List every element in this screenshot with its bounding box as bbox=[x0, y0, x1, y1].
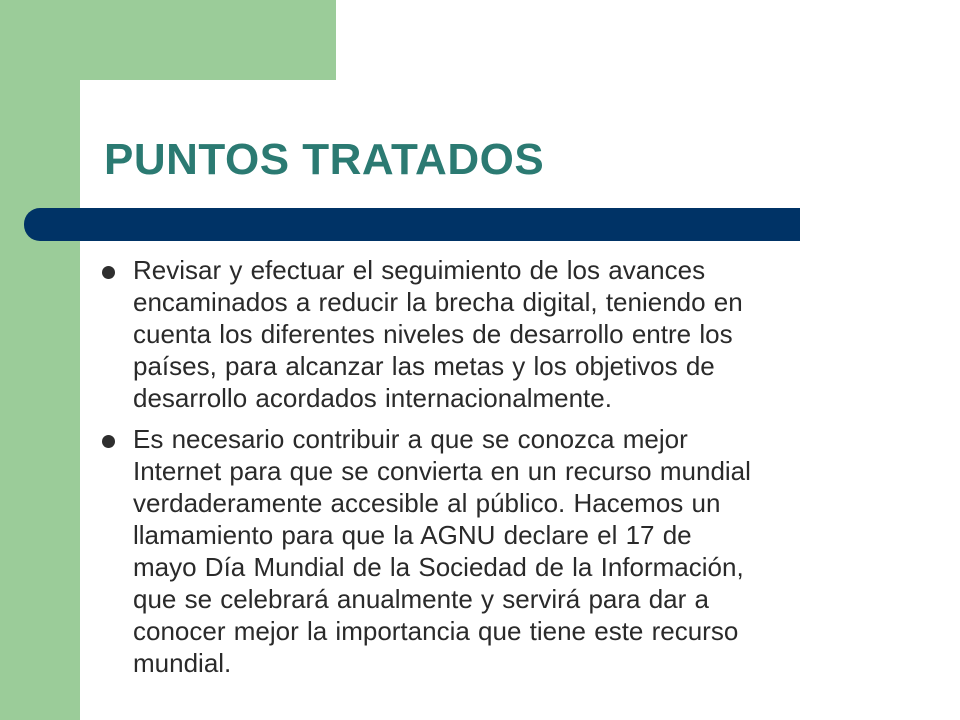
bullet-dot-icon bbox=[102, 435, 115, 448]
bullet-text: Es necesario contribuir a que se conozca mejor Internet para que se convierta en un recurso mundial verdaderamente accesible al público. Hacemos un llamamiento para que la AGNU declare el 17 de mayo Día Mundial de la Sociedad de la Información, que se celebrará anualmente y servirá para dar a conocer mejor la importancia que tiene este recurso mundial. bbox=[133, 424, 751, 678]
bullet-dot-icon bbox=[102, 266, 115, 279]
bullet-list bbox=[100, 254, 900, 688]
decorative-green-band bbox=[0, 0, 336, 80]
slide-title: PUNTOS TRATADOS bbox=[104, 135, 545, 184]
decorative-green-column bbox=[0, 0, 80, 720]
bullet-item bbox=[100, 254, 900, 414]
bullet-text: Revisar y efectuar el seguimiento de los avances encaminados a reducir la brecha digital, teniendo en cuenta los diferentes niveles de desarrollo entre los países, para alcanzar las metas y los objetivos de desarrollo acordados internacionalmente. bbox=[133, 255, 743, 413]
bullet-item bbox=[100, 423, 900, 679]
title-underline-bar bbox=[24, 208, 800, 241]
